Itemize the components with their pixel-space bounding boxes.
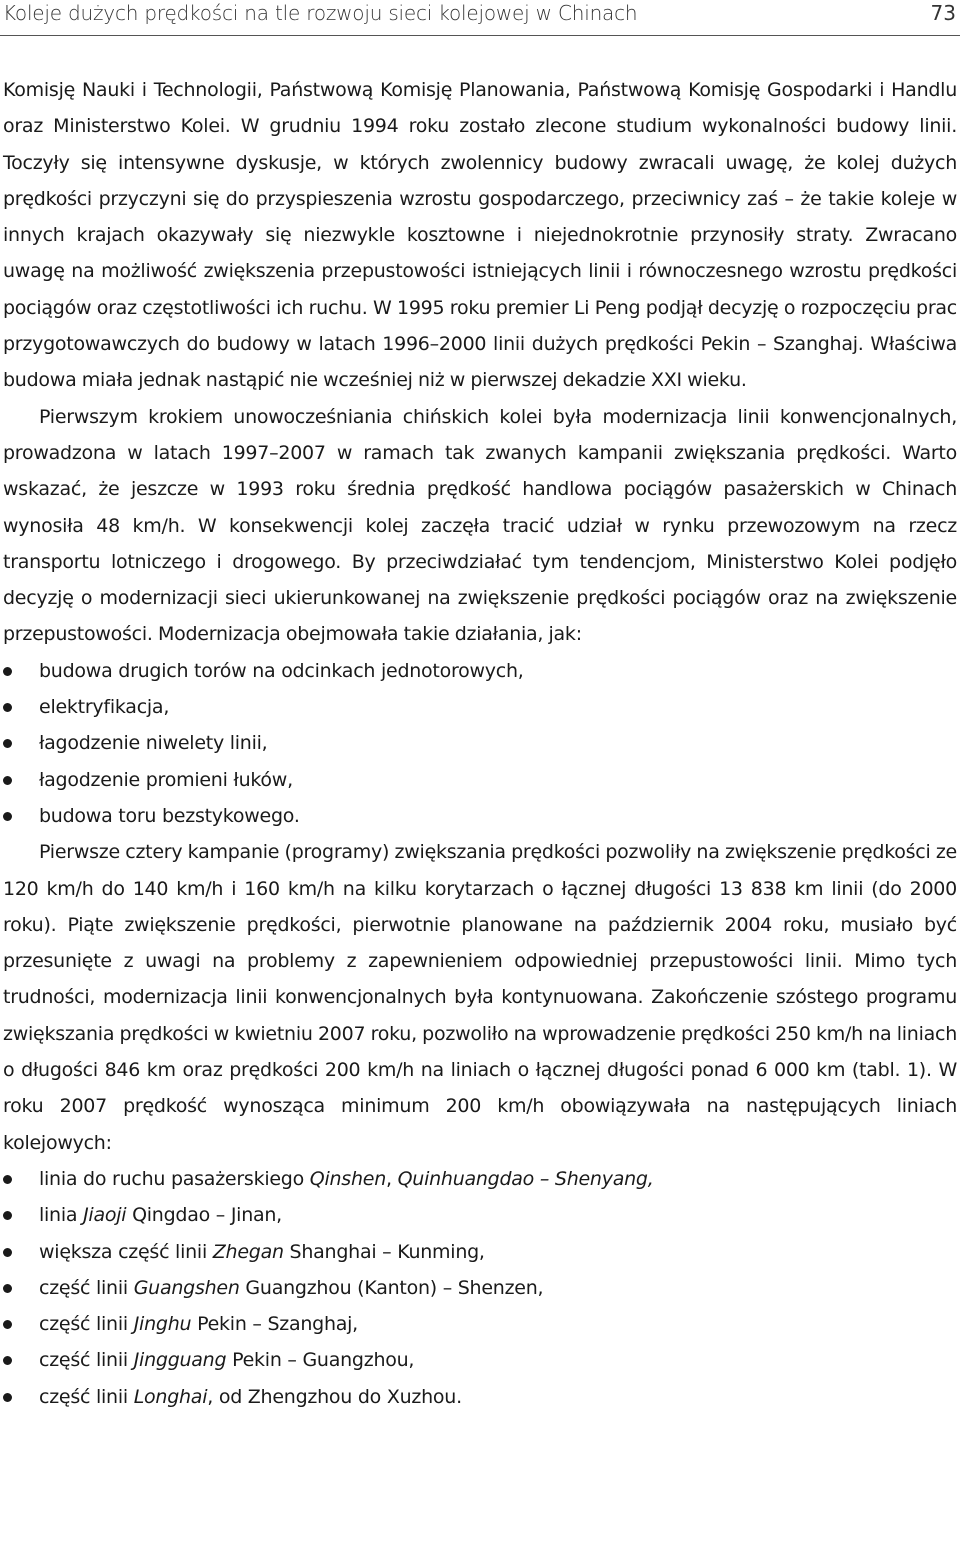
list-item: budowa toru bezstykowego.	[3, 798, 957, 834]
bullet-icon	[3, 812, 12, 821]
railway-lines-list	[3, 1161, 957, 1415]
list-item: linia Jiaoji Qingdao – Jinan,	[3, 1197, 957, 1233]
bullet-icon	[3, 1393, 12, 1402]
paragraph-3: Pierwsze cztery kampanie (programy) zwiększania prędkości pozwoliły na zwiększenie prędkości ze 120 km/h do 140 km/h i 160 km/h na kilku korytarzach o łącznej długości 13 838 km linii (do 2000 roku). Piąte zwiększenie prędkości, pierwotnie planowane na październik 2004 roku, musiało być przesunięte z uwagi na problemy z zapewnieniem odpowiedniej przepustowości linii. Mimo tych trudności, modernizacja linii konwencjonalnych była kontynuowana. Zakończenie szóstego programu zwiększania prędkości w kwietniu 2007 roku, pozwoliło na wprowadzenie prędkości 250 km/h na liniach o długości 846 km oraz prędkości 200 km/h na liniach o łącznej długości ponad 6 000 km (tabl. 1). W roku 2007 prędkość wynosząca minimum 200 km/h obowiązywała na następujących liniach kolejowych:	[3, 841, 957, 1154]
modernization-list	[3, 653, 957, 834]
list-item: łagodzenie promieni łuków,	[3, 762, 957, 798]
bullet-icon	[3, 1211, 12, 1220]
bullet-icon	[3, 1356, 12, 1365]
page-number: 73	[930, 1, 956, 25]
bullet-icon	[3, 1320, 12, 1329]
list-item: linia do ruchu pasażerskiego Qinshen, Quinhuangdao – Shenyang,	[3, 1161, 957, 1197]
list-item: część linii Longhai, od Zhengzhou do Xuzhou.	[3, 1379, 957, 1415]
bullet-icon	[3, 776, 12, 785]
paragraph-2: Pierwszym krokiem unowocześniania chińskich kolei była modernizacja linii konwencjonalnych, prowadzona w latach 1997–2007 w ramach tak zwanych kampanii zwiększania prędkości. Warto wskazać, że jeszcze w 1993 roku średnia prędkość handlowa pociągów pasażerskich w Chinach wynosiła 48 km/h. W konsekwencji kolej zaczęła tracić udział w rynku przewozowym na rzecz transportu lotniczego i drogowego. By przeciwdziałać tym tendencjom, Ministerstwo Kolei podjęło decyzję o modernizacji sieci ukierunkowanej na zwiększenie prędkości pociągów oraz na zwiększenie przepustowości. Modernizacja obejmowała takie działania, jak:	[3, 405, 957, 646]
bullet-icon	[3, 1248, 12, 1257]
list-item: elektryfikacja,	[3, 689, 957, 725]
list-item: większa część linii Zhegan Shanghai – Kunming,	[3, 1234, 957, 1270]
list-item: część linii Jingguang Pekin – Guangzhou,	[3, 1342, 957, 1378]
bullet-icon	[3, 1284, 12, 1293]
bullet-icon	[3, 703, 12, 712]
bullet-icon	[3, 1175, 12, 1184]
bullet-icon	[3, 667, 12, 676]
list-item: część linii Jinghu Pekin – Szanghaj,	[3, 1306, 957, 1342]
list-item: budowa drugich torów na odcinkach jednotorowych,	[3, 653, 957, 689]
list-item: łagodzenie niwelety linii,	[3, 725, 957, 761]
page-body	[3, 72, 957, 1415]
bullet-icon	[3, 739, 12, 748]
paragraph-1: Komisję Nauki i Technologii, Państwową Komisję Planowania, Państwową Komisję Gospodarki i Handlu oraz Ministerstwo Kolei. W grudniu 1994 roku zostało zlecone studium wykonalności budowy linii. Toczyły się intensywne dyskusje, w których zwolennicy budowy zwracali uwagę, że kolej dużych prędkości przyczyni się do przyspieszenia wzrostu gospodarczego, przeciwnicy zaś – że takie koleje w innych krajach okazywały się niezwykle kosztowne i niejednokrotnie przynosiły straty. Zwracano uwagę na możliwość zwiększenia przepustowości istniejących linii i równoczesnego wzrostu prędkości pociągów oraz częstotliwości ich ruchu. W 1995 roku premier Li Peng podjął decyzję o rozpoczęciu prac przygotowawczych do budowy w latach 1996–2000 linii dużych prędkości Pekin – Szanghaj. Właściwa budowa miała jednak nastąpić nie wcześniej niż w pierwszej dekadzie XXI wieku.	[3, 79, 957, 392]
list-item: część linii Guangshen Guangzhou (Kanton) – Shenzen,	[3, 1270, 957, 1306]
page-header	[0, 0, 960, 36]
running-head: Koleje dużych prędkości na tle rozwoju sieci kolejowej w Chinach	[3, 1, 638, 25]
